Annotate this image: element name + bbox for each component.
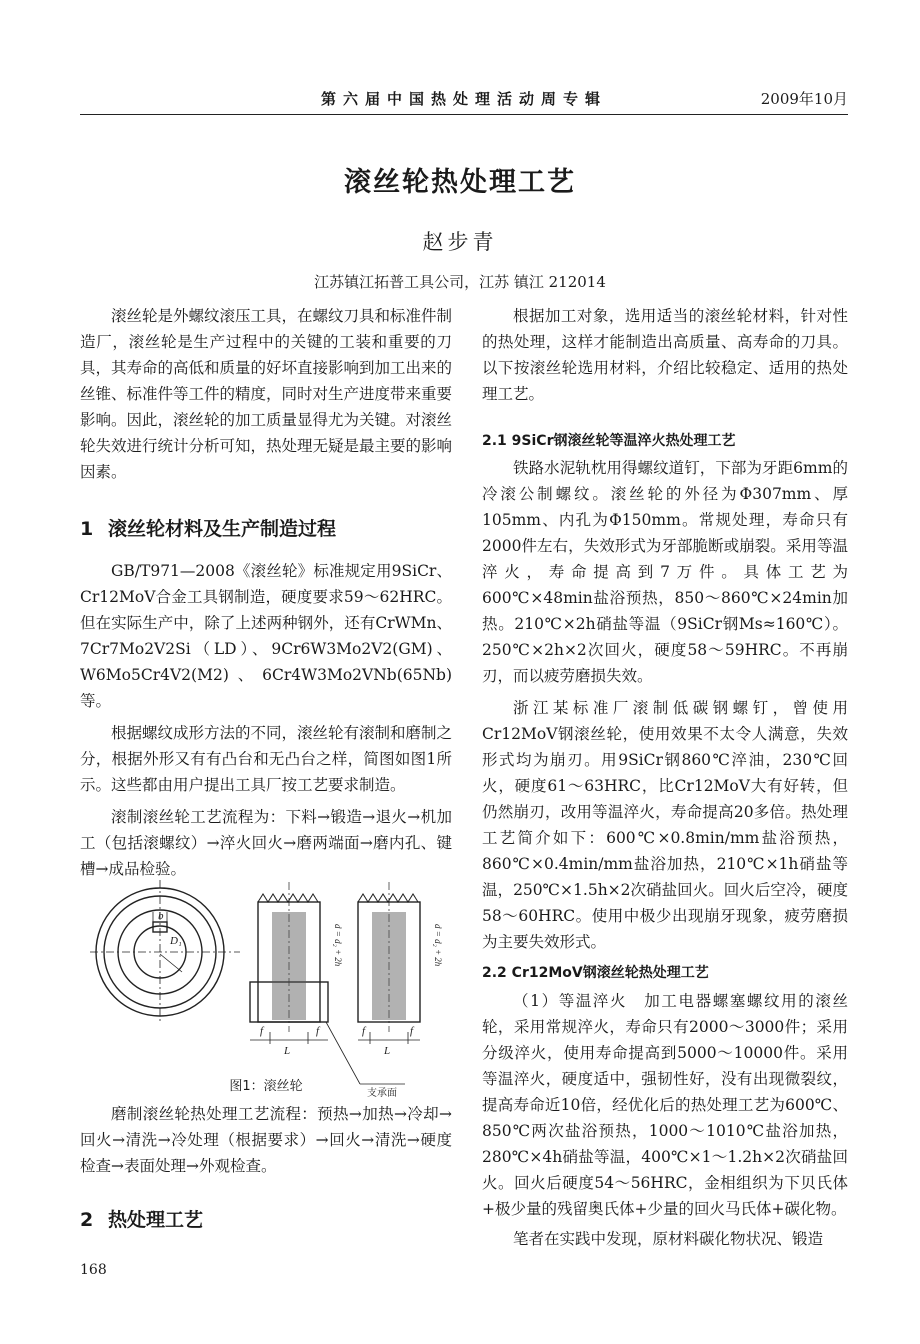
- subsection-2-2-heading: 2.2 Cr12MoV钢滚丝轮热处理工艺: [482, 965, 709, 981]
- paragraph: 根据加工对象，选用适当的滚丝轮材料，针对性的热处理，这样才能制造出高质量、高寿命的刀具。以下按滚丝轮选用材料，介绍比较稳定、适用的热处理工艺。: [482, 307, 848, 403]
- thread-profile: [258, 894, 318, 902]
- affiliation: 江苏镇江拓普工具公司，江苏 镇江 212014: [314, 273, 606, 291]
- label-f: f: [260, 1025, 264, 1037]
- section-2-number: 2: [80, 1209, 94, 1231]
- issue-date: 2009年10月: [760, 90, 848, 108]
- right-intro: [482, 303, 848, 407]
- page-number: 168: [80, 1262, 107, 1278]
- intro-paragraph: [80, 303, 452, 485]
- label-f: f: [316, 1025, 320, 1037]
- label-diameter: d = d₂ + 2h: [333, 924, 343, 967]
- section-1-heading: [80, 514, 336, 541]
- label-diameter: d = d₂ + 2h: [433, 924, 443, 967]
- label-support-face: 支承面: [367, 1088, 397, 1097]
- section-1-number: 1: [80, 518, 94, 540]
- figure-thread-rolling-wheel: [90, 872, 445, 1097]
- section-1-body: [80, 558, 452, 882]
- header-rule: [80, 114, 848, 115]
- label-D1: D₁: [170, 935, 182, 947]
- author: 赵步青: [422, 230, 498, 254]
- paragraph: 笔者在实践中发现，原材料碳化物状况、锻造: [513, 1230, 824, 1248]
- subsection-2-1-heading: 2.1 9SiCr钢滚丝轮等温淬火热处理工艺: [482, 433, 736, 449]
- label-L: L: [384, 1045, 391, 1057]
- intro-text: 滚丝轮是外螺纹滚压工具，在螺纹刀具和标准件制造厂，滚丝轮是生产过程中的关键的工装和重要的刀具，其寿命的高低和质量的好坏直接影响到加工出来的丝锥、标准件等工件的精度，同时对生产进度带来重要影响。因此，滚丝轮的加工质量显得尤为关键。对滚丝轮失效进行统计分析可知，热处理无疑是最主要的影响因素。: [80, 307, 453, 481]
- paragraph: 浙江某标准厂滚制低碳钢螺钉，曾使用Cr12MoV钢滚丝轮，使用效果不太令人满意，失效形式均为崩刃。用9SiCr钢860℃淬油，230℃回火，硬度61～63HRC，比Cr12MoV大有好转，但仍然崩刃，改用等温淬火，寿命提高20多倍。热处理工艺简介如下：600℃×0.8min/mm盐浴预热，860℃×0.4min/mm盐浴加热，210℃×1h硝盐等温，250℃×1.5h×2次硝盐回火。回火后空冷，硬度58～60HRC。使用中极少出现崩牙现象，疲劳磨损为主要失效形式。: [482, 699, 848, 951]
- paragraph: GB/T971—2008《滚丝轮》标准规定用9SiCr、Cr12MoV合金工具钢制造，硬度要求59～62HRC。但在实际生产中，除了上述两种钢外，还有CrWMn、7Cr7Mo2V2Si（LD）、9Cr6W3Mo2V2(GM)、W6Mo5Cr4V2(M2)、6Cr4W3Mo2VNb(65Nb)等。: [80, 562, 452, 710]
- label-f: f: [362, 1025, 366, 1037]
- journal-name: 第六届中国热处理活动周专辑: [320, 90, 607, 108]
- label-b: b: [158, 910, 164, 922]
- hatch-fill: [272, 912, 306, 1020]
- section-2-heading: [80, 1205, 203, 1232]
- subsection-2-1-body: [482, 455, 848, 955]
- paragraph: 根据螺纹成形方法的不同，滚丝轮有滚制和磨制之分，根据外形又有有凸台和无凸台之样，简图如图1所示。这些都由用户提出工具厂按工艺要求制造。: [80, 724, 453, 794]
- paragraph: 滚制滚丝轮工艺流程为：下料→锻造→退火→机加工（包括滚螺纹）→淬火回火→磨两端面→磨内孔、键槽→成品检验。: [80, 808, 452, 878]
- section-1-title: 滚丝轮材料及生产制造过程: [108, 518, 337, 540]
- section-2-title: 热处理工艺: [108, 1209, 204, 1231]
- hatch-fill: [372, 912, 406, 1020]
- paper-title: 滚丝轮热处理工艺: [344, 167, 576, 198]
- figure-caption: 图1：滚丝轮: [229, 1079, 303, 1094]
- thread-profile: [358, 894, 418, 902]
- paragraph: （1）等温淬火 加工电器螺塞螺纹用的滚丝轮，采用常规淬火，寿命只有2000～3000件；采用分级淬火，使用寿命提高到5000～10000件。采用等温淬火，硬度适中，强韧性好，没有出现微裂纹，提高寿命近10倍，经优化后的热处理工艺为600℃、850℃两次盐浴预热，1000～1010℃盐浴加热，280℃×4h硝盐等温，400℃×1～1.2h×2次硝盐回火。回火后硬度54～56HRC，金相组织为下贝氏体+极少量的残留奥氏体+少量的回火马氏体+碳化物。: [482, 992, 848, 1218]
- paragraph: 磨制滚丝轮热处理工艺流程：预热→加热→冷却→回火→清洗→冷处理（根据要求）→回火→清洗→硬度检查→表面处理→外观检查。: [80, 1105, 452, 1175]
- paragraph: 铁路水泥轨枕用得螺纹道钉，下部为牙距6mm的冷滚公制螺纹。滚丝轮的外径为Φ307mm、厚105mm、内孔为Φ150mm。常规处理，寿命只有2000件左右，失效形式为牙部脆断或崩裂。采用等温淬火，寿命提高到7万件。具体工艺为600℃×48min盐浴预热，850～860℃×24min加热。210℃×2h硝盐等温（9SiCr钢Ms≈160℃）。250℃×2h×2次回火，硬度58～59HRC。不再崩刃，而以疲劳磨损失效。: [482, 459, 848, 685]
- subsection-2-2-body: [482, 988, 848, 1252]
- label-f: f: [410, 1025, 414, 1037]
- process-paragraph: [80, 1101, 452, 1179]
- running-header: [80, 88, 848, 114]
- label-L: L: [284, 1045, 291, 1057]
